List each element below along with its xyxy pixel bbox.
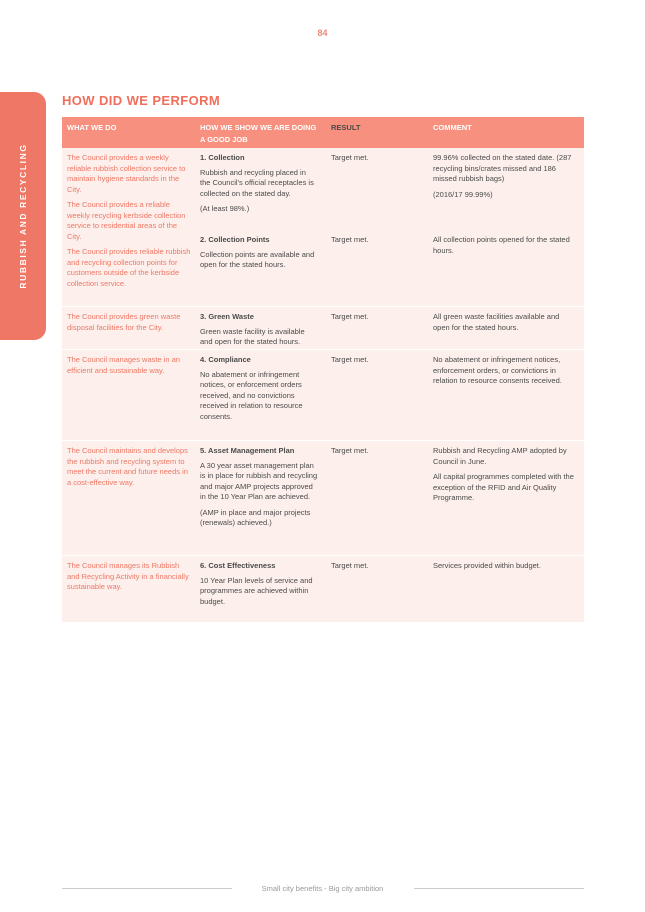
comment-text: All collection points opened for the stated hours.: [433, 235, 570, 255]
measure-text: No abatement or infringement notices, or enforcement orders received, and no convictions received in relation to resource consents.: [200, 369, 303, 421]
table-row: [62, 306, 584, 349]
result-cell: Target met.: [331, 235, 369, 244]
header-result: RESULT: [331, 123, 361, 132]
what-text: The Council provides green waste disposal facilities for the City.: [67, 312, 181, 332]
section-heading: HOW DID WE PERFORM: [62, 93, 221, 108]
table-row: [62, 349, 584, 440]
comment-text: No abatement or infringement notices, enforcement orders, or convictions in relation to resource consents received.: [433, 355, 562, 385]
table-row: [62, 440, 584, 555]
measure-text: Collection points are available and open for the stated hours.: [200, 249, 315, 269]
result-cell: Target met.: [331, 561, 369, 570]
what-text: The Council manages its Rubbish and Recycling Activity in a financially sustainable way.: [67, 561, 189, 591]
what-we-do-cell: [62, 441, 195, 555]
measure-title: 3. Green Waste: [200, 312, 254, 321]
measure-text: (At least 98%.): [200, 204, 250, 213]
comment-cell: [428, 307, 584, 349]
footer-rule-right: [414, 888, 584, 889]
header-how-we-show: HOW WE SHOW WE ARE DOING A GOOD JOB: [200, 123, 317, 144]
table-row: [62, 555, 584, 622]
comment-text: Rubbish and Recycling AMP adopted by Council in June.: [433, 446, 567, 466]
measure-title: 2. Collection Points: [200, 235, 270, 244]
what-we-do-cell: [62, 230, 195, 306]
what-we-do-cell: [62, 148, 195, 288]
comment-cell: [428, 556, 584, 622]
measure-cell: [195, 230, 326, 306]
measure-title: 1. Collection: [200, 153, 245, 162]
measure-text: 10 Year Plan levels of service and programmes are achieved within budget.: [200, 575, 313, 606]
comment-text: 99.96% collected on the stated date. (287 recycling bins/crates missed and 186 missed rubbish bags): [433, 153, 572, 183]
measure-text: (AMP in place and major projects (renewals) achieved.): [200, 507, 311, 527]
measure-cell: [195, 307, 326, 349]
what-text: The Council provides a reliable weekly recycling kerbside collection service to residential areas of the City.: [67, 200, 186, 241]
measure-title: 4. Compliance: [200, 355, 251, 364]
footer-tagline: Small city benefits - Big city ambition: [261, 884, 384, 893]
comment-cell: [428, 350, 584, 440]
what-we-do-cell: [62, 350, 195, 440]
table-row: [62, 230, 584, 306]
measure-text: Green waste facility is available and open for the stated hours.: [200, 326, 305, 346]
header-comment: COMMENT: [433, 123, 472, 132]
measure-cell: [195, 350, 326, 440]
measure-title: 5. Asset Management Plan: [200, 446, 295, 455]
table-header: [62, 117, 584, 148]
measure-title: 6. Cost Effectiveness: [200, 561, 276, 570]
measure-cell: [195, 556, 326, 622]
side-tab: [0, 92, 46, 340]
what-text: The Council maintains and develops the rubbish and recycling system to meet the current and future needs in a cost-effective way.: [67, 446, 188, 487]
comment-text: Services provided within budget.: [433, 561, 541, 570]
result-cell: Target met.: [331, 312, 369, 321]
what-text: The Council provides reliable rubbish and recycling collection points for customers outside of the kerbside collection service.: [67, 247, 191, 288]
side-tab-label: RUBBISH AND RECYCLING: [18, 143, 28, 289]
comment-cell: [428, 230, 584, 306]
what-text: The Council provides a weekly reliable rubbish collection service to maintain hygiene standards in the City.: [67, 153, 186, 194]
result-cell: Target met.: [331, 355, 369, 364]
comment-text: All capital programmes completed with the exception of the RFID and Air Quality Programme.: [433, 472, 574, 502]
result-cell: Target met.: [331, 153, 369, 162]
comment-text: (2016/17 99.99%): [433, 189, 493, 199]
measure-cell: [195, 441, 326, 555]
measure-cell: [195, 148, 326, 230]
measure-text: A 30 year asset management plan is in place for rubbish and recycling and major AMP projects approved in the 10 Year Plan are achieved.: [200, 460, 318, 501]
performance-table: [62, 117, 584, 622]
comment-cell: [428, 148, 584, 230]
what-we-do-cell: [62, 556, 195, 622]
page-number: 84: [317, 28, 328, 38]
comment-text: All green waste facilities available and open for the stated hours.: [433, 312, 560, 332]
result-cell: Target met.: [331, 446, 369, 455]
what-we-do-cell: [62, 307, 195, 349]
comment-cell: [428, 441, 584, 555]
header-what-we-do: WHAT WE DO: [67, 123, 117, 132]
what-text: The Council manages waste in an efficient and sustainable way.: [67, 355, 180, 375]
measure-text: Rubbish and recycling placed in the Council's official receptacles is collected on the stated day.: [200, 167, 314, 198]
